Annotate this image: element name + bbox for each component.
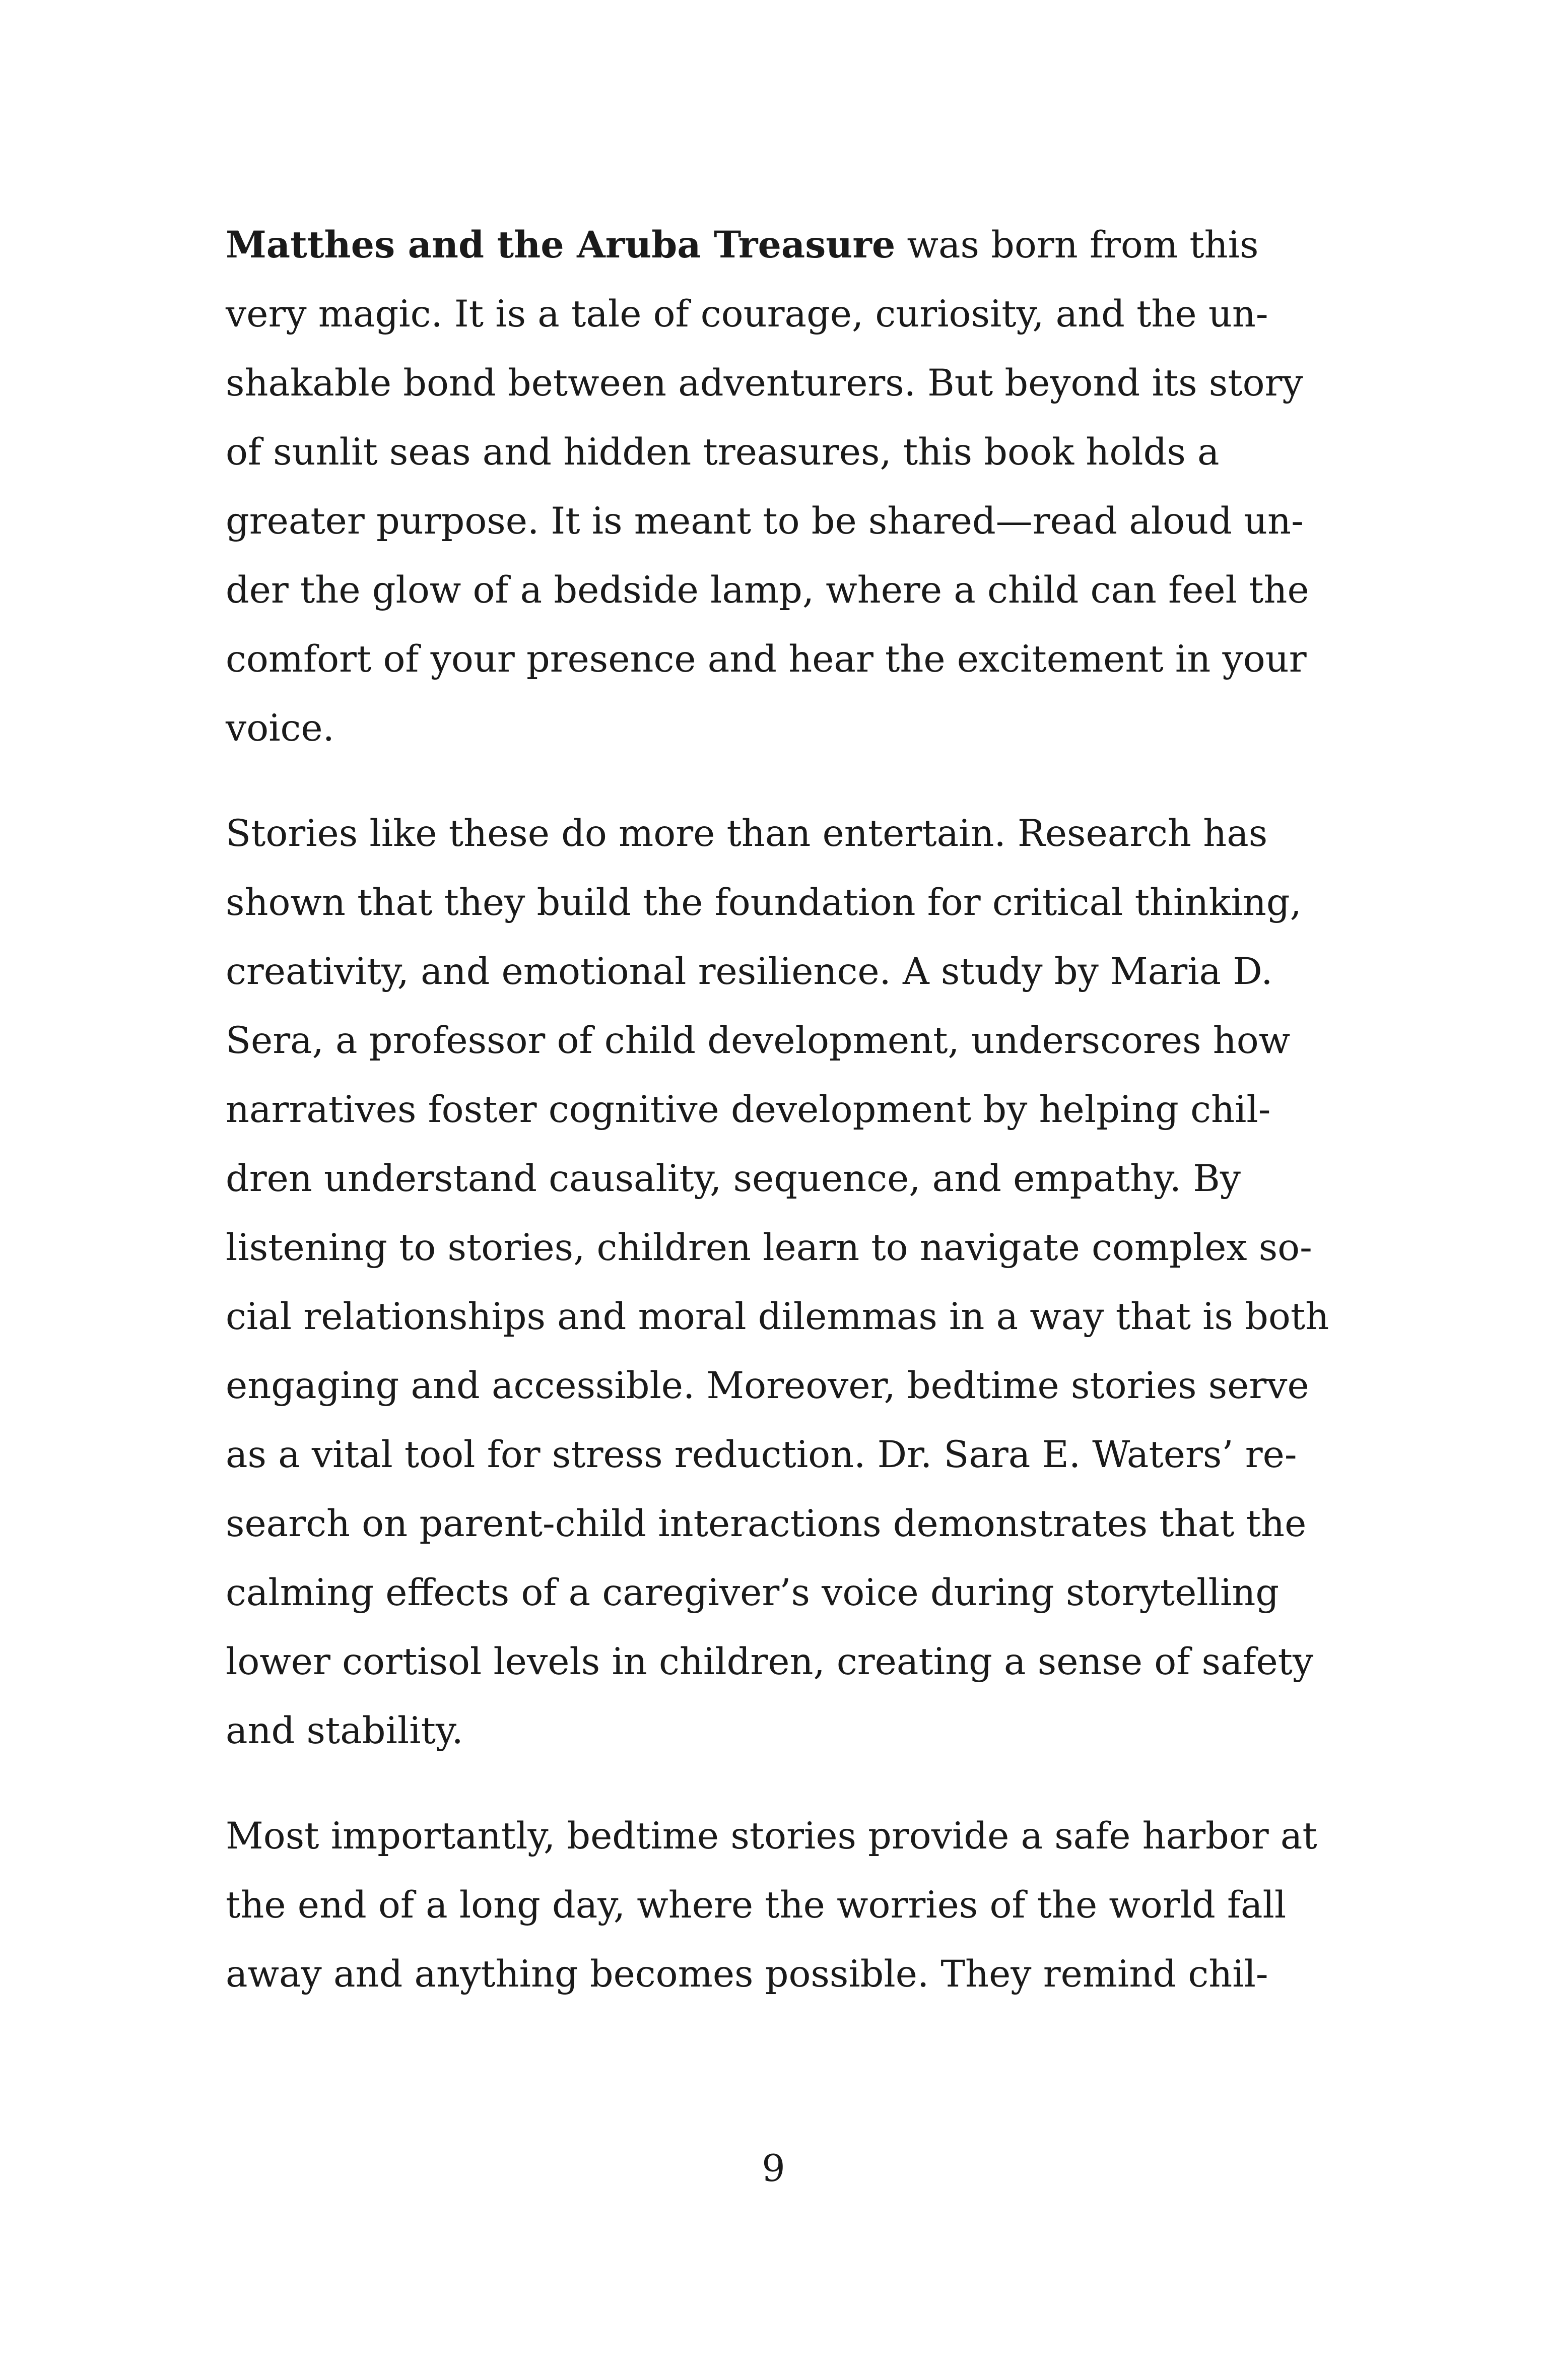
text-line: narratives foster cognitive development by helping chil-	[226, 1088, 1271, 1131]
text-line: engaging and accessible. Moreover, bedtime stories serve	[226, 1364, 1309, 1407]
paragraph-3	[226, 1802, 1318, 2009]
body-text	[226, 211, 1329, 2009]
text-line: as a vital tool for stress reduction. Dr. Sara E. Waters’ re-	[226, 1433, 1297, 1476]
text-line: of sunlit seas and hidden treasures, this book holds a	[226, 431, 1220, 474]
text-line: Sera, a professor of child development, underscores how	[226, 1019, 1291, 1062]
text-line: away and anything becomes possible. They remind chil-	[226, 1953, 1268, 1996]
text-line: search on parent-child interactions demonstrates that the	[226, 1502, 1307, 1545]
text-line	[226, 211, 1318, 280]
text-line: cial relationships and moral dilemmas in a way that is both	[226, 1295, 1329, 1338]
text-line: Stories like these do more than entertain. Research has	[226, 812, 1268, 855]
text-line: shown that they build the foundation for critical thinking,	[226, 881, 1302, 924]
text-line: listening to stories, children learn to navigate complex so-	[226, 1226, 1312, 1269]
text-line: der the glow of a bedside lamp, where a child can feel the	[226, 569, 1309, 612]
text-line: lower cortisol levels in children, creating a sense of safety	[226, 1640, 1314, 1683]
text-line: shakable bond between adventurers. But beyond its story	[226, 362, 1303, 405]
page-number: 9	[762, 2147, 785, 2190]
text-line: Most importantly, bedtime stories provide a safe harbor at	[226, 1815, 1317, 1858]
text-line: the end of a long day, where the worries of the world fall	[226, 1884, 1287, 1927]
paragraph-1	[226, 211, 1318, 763]
text-line: and stability.	[226, 1709, 463, 1752]
paragraph-spacer	[226, 763, 1318, 799]
book-title: Matthes and the Aruba Treasure	[226, 223, 896, 267]
text-line: voice.	[226, 707, 334, 750]
text-line: greater purpose. It is meant to be shared—read aloud un-	[226, 500, 1304, 543]
text-line: calming effects of a caregiver’s voice during storytelling	[226, 1571, 1280, 1614]
paragraph-spacer	[226, 1765, 1318, 1802]
paragraph-2	[226, 799, 1329, 1765]
text-line: comfort of your presence and hear the excitement in your	[226, 638, 1307, 681]
text-line: very magic. It is a tale of courage, curiosity, and the un-	[226, 293, 1268, 336]
text-line: creativity, and emotional resilience. A study by Maria D.	[226, 950, 1273, 993]
text-segment: was born from this	[895, 224, 1259, 267]
text-line: dren understand causality, sequence, and empathy. By	[226, 1157, 1241, 1200]
